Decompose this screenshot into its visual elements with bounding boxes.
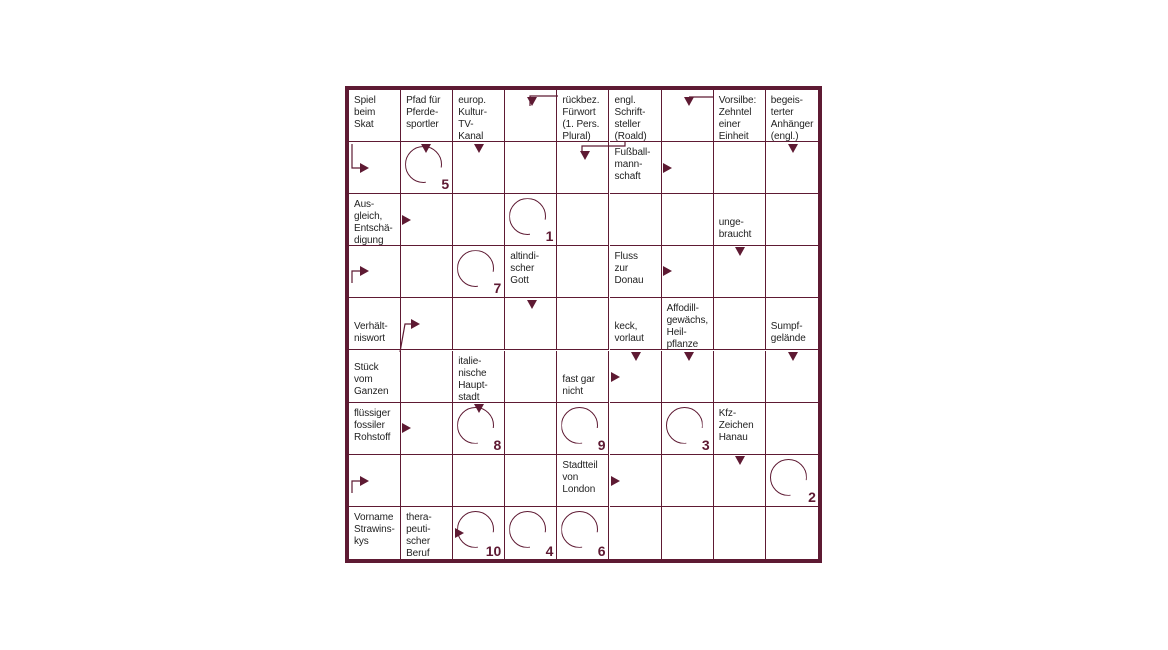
answer-cell[interactable] [557, 142, 609, 194]
solution-circle-icon [457, 407, 494, 444]
solution-cell[interactable] [766, 455, 819, 507]
solution-cell[interactable] [505, 507, 557, 560]
clue-text: Affodill- gewächs, Heil- pflanze [666, 303, 709, 351]
clue-cell [557, 90, 609, 142]
clue-text: Fußball- mann- schaft [614, 147, 651, 183]
answer-cell[interactable] [662, 142, 714, 194]
answer-cell[interactable] [662, 455, 714, 507]
clue-text: begeis- terter Anhänger (engl.) [770, 95, 814, 142]
solution-circle-icon [561, 407, 598, 444]
solution-circle-icon [561, 511, 598, 548]
answer-cell[interactable] [349, 142, 401, 194]
solution-number: 6 [597, 542, 606, 559]
solution-number: 4 [545, 542, 554, 559]
clue-text: italie- nische Haupt- stadt [458, 355, 488, 403]
clue-cell [401, 90, 453, 142]
solution-cell[interactable] [453, 403, 505, 455]
answer-cell[interactable] [401, 455, 453, 507]
clue-cell [714, 90, 766, 142]
answer-cell[interactable] [505, 455, 557, 507]
clue-text: engl. Schrift- steller (Roald) [614, 95, 647, 142]
answer-cell[interactable] [662, 194, 714, 246]
answer-cell[interactable] [714, 142, 766, 194]
answer-cell[interactable] [453, 455, 505, 507]
clue-cell [610, 142, 662, 194]
solution-circle-icon [509, 198, 546, 235]
solution-cell[interactable] [453, 507, 505, 560]
answer-cell[interactable] [610, 403, 662, 455]
solution-number: 5 [441, 176, 450, 193]
clue-cell [766, 90, 819, 142]
clue-cell [401, 507, 453, 560]
solution-circle-icon [509, 511, 546, 548]
answer-cell[interactable] [349, 246, 401, 298]
answer-cell[interactable] [401, 351, 453, 403]
solution-number: 2 [808, 488, 816, 505]
answer-cell[interactable] [662, 246, 714, 298]
answer-cell[interactable] [453, 142, 505, 194]
clue-text: Verhält- niswort [354, 321, 388, 345]
answer-cell[interactable] [453, 298, 505, 350]
answer-cell[interactable] [505, 298, 557, 350]
solution-number: 1 [545, 228, 554, 245]
answer-cell[interactable] [401, 194, 453, 246]
solution-number: 9 [597, 436, 606, 453]
answer-cell[interactable] [505, 90, 557, 142]
solution-circle-icon [770, 459, 807, 496]
clue-text: europ. Kultur- TV- Kanal [458, 95, 487, 142]
answer-cell[interactable] [557, 194, 609, 246]
clue-cell [453, 351, 505, 403]
clue-text: flüssiger fossiler Rohstoff [354, 407, 391, 443]
clue-cell [610, 90, 662, 142]
clue-text: Kfz- Zeichen Hanau [718, 407, 754, 443]
answer-cell[interactable] [557, 246, 609, 298]
answer-cell[interactable] [766, 246, 819, 298]
clue-cell [557, 351, 609, 403]
solution-circle-icon [405, 146, 442, 183]
clue-cell [610, 298, 662, 350]
clue-cell [714, 403, 766, 455]
clue-text: rückbez. Fürwort (1. Pers. Plural) [562, 95, 600, 142]
answer-cell[interactable] [610, 351, 662, 403]
answer-cell[interactable] [766, 194, 819, 246]
answer-cell[interactable] [505, 351, 557, 403]
answer-cell[interactable] [401, 246, 453, 298]
crossword-grid [345, 86, 822, 563]
clue-text: Pfad für Pferde- sportler [406, 95, 441, 130]
clue-cell [610, 246, 662, 298]
solution-number: 8 [493, 436, 502, 453]
clue-text: Spiel beim Skat [354, 95, 376, 130]
answer-cell[interactable] [557, 298, 609, 350]
answer-cell[interactable] [714, 507, 766, 560]
answer-cell[interactable] [766, 351, 819, 403]
solution-number: 3 [701, 436, 710, 453]
solution-cell[interactable] [505, 194, 557, 246]
clue-text: fast gar nicht [562, 373, 595, 397]
answer-cell[interactable] [610, 507, 662, 560]
answer-cell[interactable] [453, 194, 505, 246]
clue-cell [453, 90, 505, 142]
answer-cell[interactable] [610, 455, 662, 507]
answer-cell[interactable] [662, 351, 714, 403]
answer-cell[interactable] [766, 142, 819, 194]
clue-text: Sumpf- gelände [770, 321, 806, 345]
clue-text: Stadtteil von London [562, 459, 598, 495]
clue-cell [714, 194, 766, 246]
clue-cell [349, 194, 401, 246]
answer-cell[interactable] [714, 246, 766, 298]
solution-cell[interactable] [557, 507, 609, 560]
answer-cell[interactable] [662, 90, 714, 142]
answer-cell[interactable] [662, 507, 714, 560]
answer-cell[interactable] [714, 455, 766, 507]
clue-text: keck, vorlaut [614, 321, 644, 345]
clue-cell [662, 298, 714, 350]
clue-text: Stück vom Ganzen [354, 361, 389, 397]
answer-cell[interactable] [714, 298, 766, 350]
clue-text: thera- peuti- scher Beruf [406, 511, 432, 559]
solution-number: 7 [493, 280, 502, 297]
solution-cell[interactable] [453, 246, 505, 298]
clue-cell [349, 403, 401, 455]
clue-text: Aus- gleich, Entschä- digung [354, 199, 393, 247]
answer-cell[interactable] [401, 403, 453, 455]
solution-circle-icon [666, 407, 703, 444]
answer-cell[interactable] [505, 403, 557, 455]
answer-cell[interactable] [349, 455, 401, 507]
answer-cell[interactable] [766, 507, 819, 560]
solution-cell[interactable] [662, 403, 714, 455]
clue-cell [557, 455, 609, 507]
clue-text: altindi- scher Gott [510, 251, 539, 287]
clue-cell [349, 90, 401, 142]
solution-circle-icon [457, 250, 494, 287]
solution-cell[interactable] [557, 403, 609, 455]
solution-number: 10 [485, 542, 502, 559]
clue-cell [349, 507, 401, 560]
clue-text: Vorsilbe: Zehntel einer Einheit [718, 95, 757, 142]
answer-cell[interactable] [610, 194, 662, 246]
answer-cell[interactable] [505, 142, 557, 194]
clue-text: Fluss zur Donau [614, 251, 644, 287]
solution-cell[interactable] [401, 142, 453, 194]
clue-cell [349, 298, 401, 350]
clue-cell [505, 246, 557, 298]
clue-cell [349, 351, 401, 403]
answer-cell[interactable] [766, 403, 819, 455]
answer-cell[interactable] [401, 298, 453, 350]
clue-cell [766, 298, 819, 350]
clue-text: Vorname Strawins- kys [354, 511, 395, 547]
answer-cell[interactable] [714, 351, 766, 403]
clue-text: unge- braucht [718, 217, 752, 241]
